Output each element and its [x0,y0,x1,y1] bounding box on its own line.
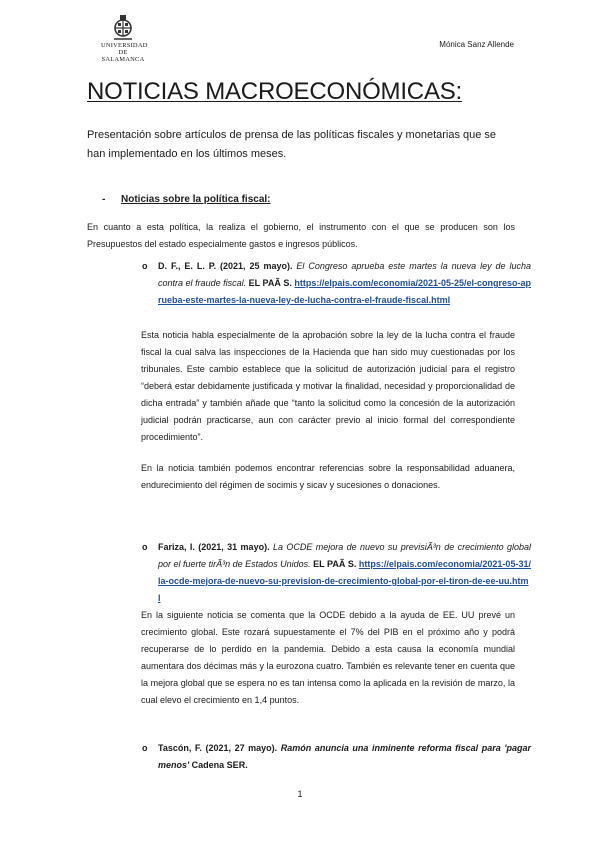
bullet-icon: o [142,261,148,271]
reference-link[interactable]: https://elpais.com/economia/2021-05-25/el-congreso-aprueba-este-martes-la-nueva-ley-de-lucha-contra-el-fraude-fiscal.html [158,278,531,305]
section-intro: En cuanto a esta política, la realiza el gobierno, el instrumento con el que se producen son los Presupuestos del estado especialmente gastos e ingresos públicos. [87,222,515,249]
university-seal-icon [110,14,136,42]
page-number: 1 [297,789,303,799]
reference-link[interactable]: https://elpais.com/economia/2021-05-31/la-ocde-mejora-de-nuevo-su-prevision-de-crecimiento-global-por-el-tiron-de-ee-uu.html [158,559,531,603]
bullet-icon: o [142,542,148,552]
paragraph-3: En la siguiente noticia se comenta que la OCDE debido a la ayuda de EE. UU prevé un crecimiento global. Este rozará supuestamente el 7% del PIB en el próximo año y podrá recuperarse de lo perdido en la pandemia. Debido a esta causa la economía mundial aumentara dos décimas más y la eurozona cuatro. También es relevante tener en cuenta que la mejora global que se espera no es tan intensa como la aplicada en la revisión de marzo, la cual elevo el crecimiento en 1,4 puntos. [141,610,515,705]
logo-line-1: UNIVERSIDAD [101,42,148,49]
reference-source: Cadena SER. [191,760,248,770]
logo-line-2: DE SALAMANCA [101,49,145,63]
reference-authors: Tascón, F. (2021, 27 mayo). [158,743,278,753]
author-name: Mónica Sanz Allende [439,40,514,49]
reference-3 [158,740,531,774]
reference-source: EL PAÃ S. [313,559,357,569]
reference-title: El Congreso aprueba este martes la nueva ley de lucha contra el fraude fiscal. [158,261,532,288]
reference-1 [158,258,531,309]
reference-source: EL PAÃ S. [248,278,292,288]
intro-paragraph: Presentación sobre artículos de prensa de las políticas fiscales y monetarias que se han implementado en los últimos meses. [87,129,497,160]
university-logo [101,14,148,63]
reference-authors: D. F., E. L. P. (2021, 25 mayo). [158,261,293,271]
section-heading-text: Noticias sobre la política fiscal: [121,194,271,205]
section-heading [102,194,271,205]
paragraph-1: Esta noticia habla especialmente de la aprobación sobre la ley de la lucha contra el fraude fiscal la cual salva las inspecciones de la Hacienda que han sido muy cuestionadas por los tribunales. Este cambio establece que la solicitud de autorización judicial para el registro “deberá estar debidamente justificada y motivar la finalidad, necesidad y proporcionalidad de dicha entrada” y también añade que “tanto la solicitud como la concesión de la autorización judicial podrán practicarse, aun con carácter previo al inicio formal del correspondiente procedimiento”. [141,330,515,442]
paragraph-2: En la noticia también podemos encontrar referencias sobre la responsabilidad aduanera, endurecimiento del régimen de socimis y sicav y sucesiones o donaciones. [141,463,515,490]
reference-title: Ramón anuncia una inminente reforma fiscal para 'pagar menos' [158,743,531,770]
section-dash: - [102,194,106,205]
reference-authors: Fariza, I. (2021, 31 mayo). [158,542,270,552]
bullet-icon: o [142,743,148,753]
reference-title: La OCDE mejora de nuevo su previsiÃ³n de crecimiento global por el fuerte tirÃ³n de Estados Unidos. [158,542,531,569]
reference-2 [158,539,531,607]
page-title: NOTICIAS MACROECONÓMICAS: [87,78,463,105]
